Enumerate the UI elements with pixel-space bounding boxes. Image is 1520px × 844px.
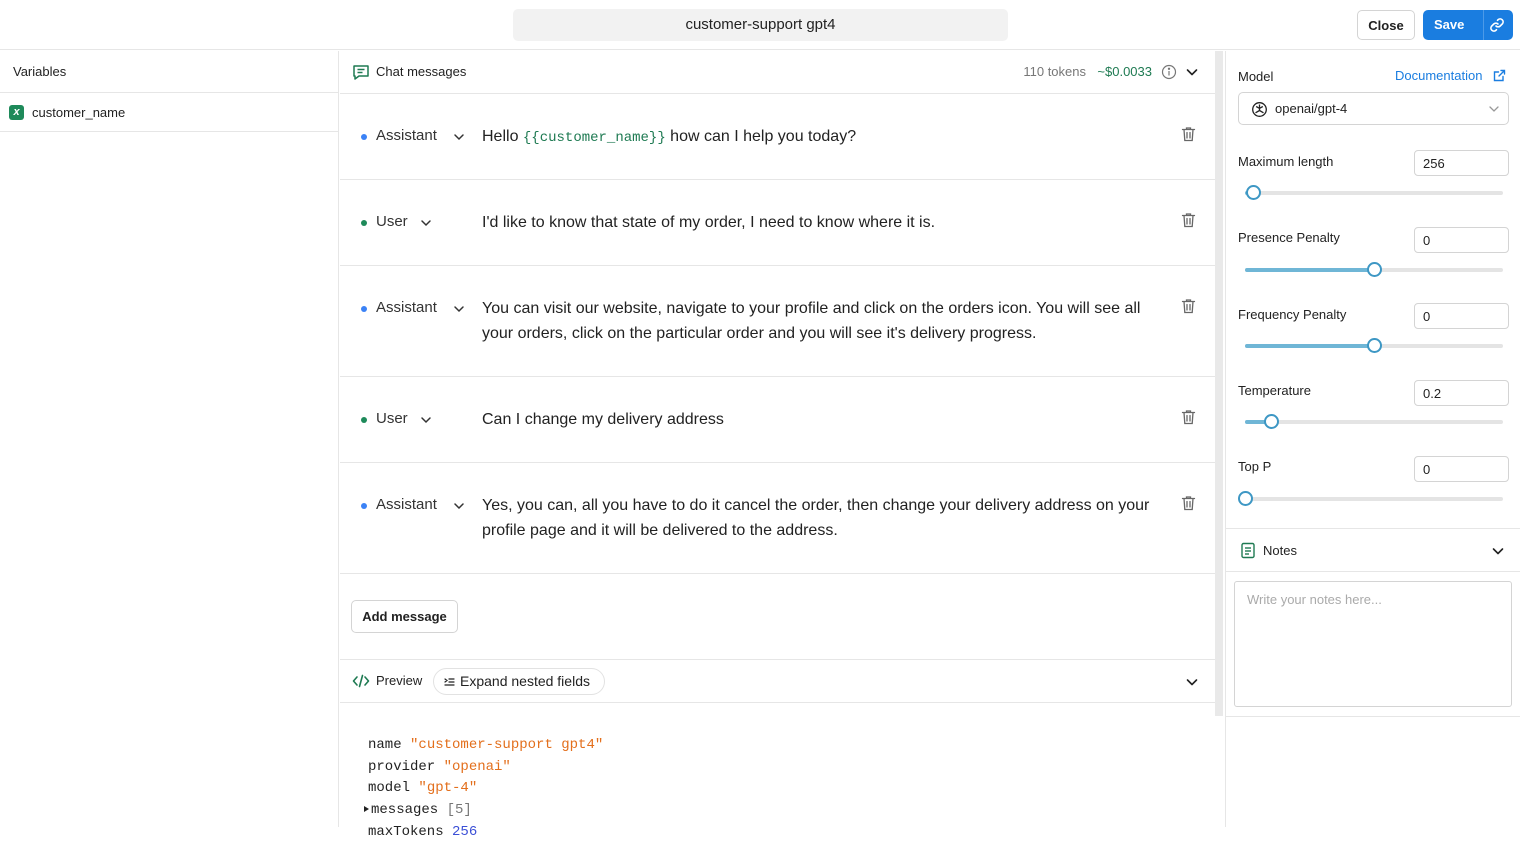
chevron-down-icon[interactable] xyxy=(420,217,432,229)
prompt-title[interactable]: customer-support gpt4 xyxy=(513,9,1008,41)
slider-thumb[interactable] xyxy=(1367,338,1382,353)
expand-list-icon xyxy=(444,677,455,688)
trash-icon[interactable] xyxy=(1181,495,1196,511)
variables-panel xyxy=(0,51,339,827)
model-label: Model xyxy=(1238,69,1274,84)
expand-nested-fields-button[interactable] xyxy=(433,668,605,695)
scrollbar[interactable] xyxy=(1215,51,1223,716)
role-dot xyxy=(361,220,367,226)
temperature-input[interactable] xyxy=(1414,380,1509,406)
token-count: 110 tokens xyxy=(1023,64,1086,79)
divider xyxy=(1226,716,1520,717)
documentation-link[interactable]: Documentation xyxy=(1395,68,1483,83)
slider-fill xyxy=(1245,344,1374,348)
chevron-down-icon[interactable] xyxy=(453,500,465,512)
add-message-area xyxy=(340,574,1216,660)
code-value: "gpt-4" xyxy=(418,780,478,797)
top-p-slider[interactable] xyxy=(1245,497,1503,501)
variable-icon: x xyxy=(9,105,24,120)
slider-thumb[interactable] xyxy=(1238,491,1253,506)
preview-label: Preview xyxy=(376,673,423,688)
chat-message xyxy=(340,94,1216,180)
collapse-chevron-icon[interactable] xyxy=(1185,675,1199,689)
preview-header xyxy=(340,660,1216,703)
chat-messages-header xyxy=(340,51,1216,94)
message-content[interactable]: Can I change my delivery address xyxy=(482,411,724,428)
presence-penalty-input[interactable] xyxy=(1414,227,1509,253)
trash-icon[interactable] xyxy=(1181,126,1196,142)
chat-message xyxy=(340,377,1216,463)
external-link-icon[interactable] xyxy=(1493,69,1506,82)
chat-message xyxy=(340,463,1216,574)
code-line xyxy=(368,822,1216,844)
role-selector[interactable]: Assistant xyxy=(376,496,437,513)
message-content[interactable] xyxy=(482,124,1172,151)
code-icon xyxy=(352,673,370,689)
notes-textarea[interactable] xyxy=(1234,581,1512,707)
frequency-penalty-input[interactable] xyxy=(1414,303,1509,329)
chevron-down-icon[interactable] xyxy=(453,131,465,143)
variable-item[interactable] xyxy=(0,93,338,132)
role-selector[interactable]: User xyxy=(376,410,408,427)
save-button-label: Save xyxy=(1434,17,1465,32)
param-label: Frequency Penalty xyxy=(1238,307,1347,322)
close-button[interactable]: Close xyxy=(1357,10,1415,40)
chat-panel xyxy=(340,51,1216,840)
role-selector[interactable]: Assistant xyxy=(376,299,437,316)
top-p-input[interactable] xyxy=(1414,456,1509,482)
top-bar xyxy=(0,0,1520,50)
slider-thumb[interactable] xyxy=(1367,262,1382,277)
message-content[interactable]: Yes, you can, all you have to do it cancel the order, then change your delivery address on your profile page and it will be delivered to the address. xyxy=(482,497,1150,539)
notes-label: Notes xyxy=(1263,543,1297,558)
collapse-chevron-icon[interactable] xyxy=(1185,65,1199,79)
maximum-length-slider[interactable] xyxy=(1245,191,1503,195)
param-label: Maximum length xyxy=(1238,154,1334,169)
message-text: Hello xyxy=(482,128,523,145)
message-content[interactable]: I'd like to know that state of my order, I need to know where it is. xyxy=(482,214,936,231)
chat-message xyxy=(340,266,1216,377)
frequency-penalty-slider[interactable] xyxy=(1245,344,1503,348)
notes-header[interactable] xyxy=(1226,528,1520,572)
code-key: maxTokens xyxy=(368,823,444,840)
model-select[interactable] xyxy=(1238,92,1509,125)
param-label: Temperature xyxy=(1238,383,1311,398)
preview-code xyxy=(340,703,1216,844)
info-icon[interactable] xyxy=(1161,64,1177,80)
token-cost: ~$0.0033 xyxy=(1097,64,1152,79)
slider-thumb[interactable] xyxy=(1246,185,1261,200)
temperature-slider[interactable] xyxy=(1245,420,1503,424)
collapse-chevron-icon[interactable] xyxy=(1491,544,1505,558)
code-line xyxy=(368,778,1216,800)
variables-heading: Variables xyxy=(0,51,338,93)
code-key: messages xyxy=(371,802,439,819)
code-line xyxy=(368,735,1216,757)
code-line-expandable[interactable] xyxy=(368,800,1216,822)
role-selector[interactable]: User xyxy=(376,213,408,230)
model-select-value: openai/gpt-4 xyxy=(1275,101,1348,116)
chevron-down-icon[interactable] xyxy=(453,303,465,315)
trash-icon[interactable] xyxy=(1181,212,1196,228)
param-label: Presence Penalty xyxy=(1238,230,1340,245)
chevron-down-icon xyxy=(1488,103,1500,115)
chevron-down-icon[interactable] xyxy=(420,414,432,426)
trash-icon[interactable] xyxy=(1181,298,1196,314)
link-icon[interactable] xyxy=(1489,17,1505,33)
param-label: Top P xyxy=(1238,459,1272,474)
settings-panel xyxy=(1225,51,1520,827)
slider-fill xyxy=(1245,268,1374,272)
code-key: provider xyxy=(368,758,436,775)
role-dot xyxy=(361,417,367,423)
code-line xyxy=(368,757,1216,779)
chat-messages-title: Chat messages xyxy=(376,64,467,79)
role-dot xyxy=(361,134,367,140)
maximum-length-input[interactable] xyxy=(1414,150,1509,176)
notes-icon xyxy=(1240,542,1256,559)
openai-logo-icon xyxy=(1251,101,1268,118)
role-dot xyxy=(361,306,367,312)
code-value: 256 xyxy=(452,823,478,840)
role-selector[interactable]: Assistant xyxy=(376,127,437,144)
variable-name: customer_name xyxy=(32,104,126,120)
trash-icon[interactable] xyxy=(1181,409,1196,425)
presence-penalty-slider[interactable] xyxy=(1245,268,1503,272)
add-message-button[interactable]: Add message xyxy=(351,600,458,633)
code-key: name xyxy=(368,737,402,753)
save-button[interactable] xyxy=(1423,10,1513,40)
expand-nested-fields-label: Expand nested fields xyxy=(460,673,590,689)
chat-bubble-icon xyxy=(352,63,370,81)
chat-message xyxy=(340,180,1216,266)
message-variable: {{customer_name}} xyxy=(522,130,666,146)
code-key: model xyxy=(368,780,411,797)
slider-thumb[interactable] xyxy=(1264,414,1279,429)
code-count: [5] xyxy=(446,802,472,819)
save-button-divider xyxy=(1483,10,1484,40)
role-dot xyxy=(361,503,367,509)
code-value: "customer-support gpt4" xyxy=(410,737,604,753)
message-text: how can I help you today? xyxy=(665,128,857,145)
code-value: "openai" xyxy=(443,758,511,775)
expand-triangle-icon[interactable] xyxy=(364,806,369,812)
message-content[interactable]: You can visit our website, navigate to your profile and click on the orders icon. You will see all your orders, click on the particular order and you will see it's delivery progress. xyxy=(482,300,1141,342)
